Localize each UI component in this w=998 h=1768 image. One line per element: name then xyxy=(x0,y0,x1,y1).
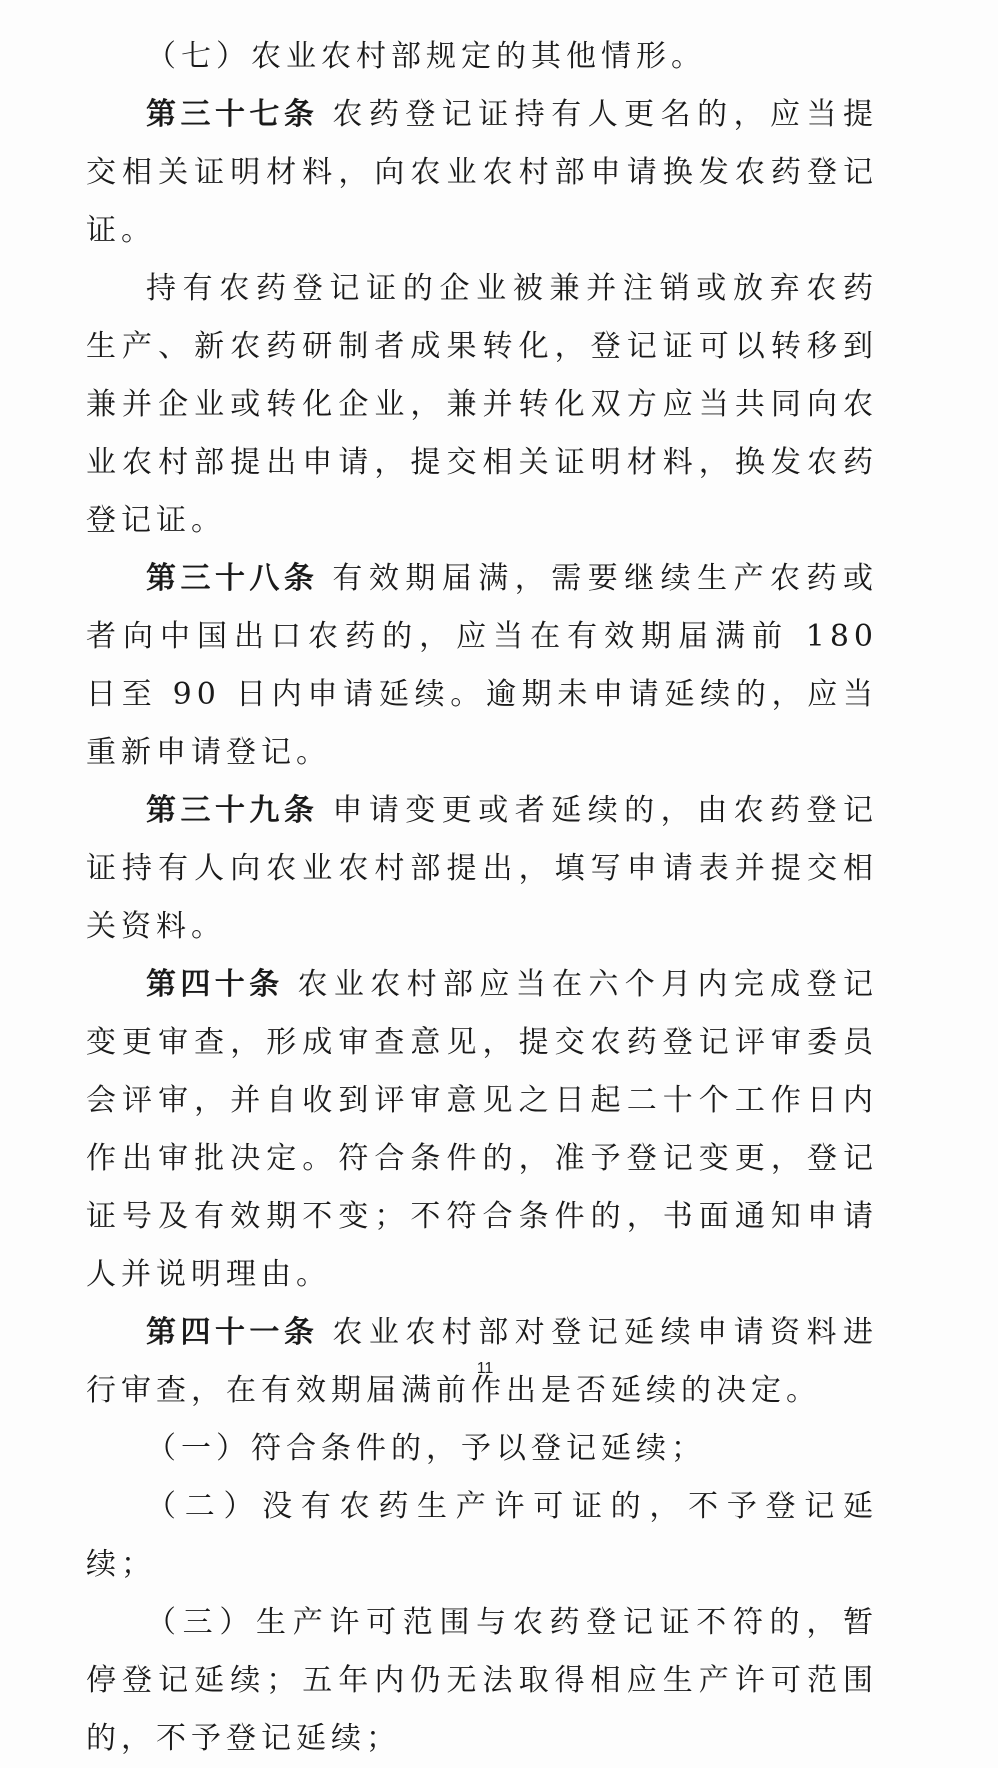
article-paragraph xyxy=(86,782,878,956)
article-heading: 第三十九条 xyxy=(146,793,319,828)
paragraph-text: 农业农村部对登记延续申请资料进行审查，在有效期届满前作出是否延续的决定。 xyxy=(86,1315,879,1408)
article-heading: 第三十七条 xyxy=(146,97,319,132)
list-item xyxy=(86,1478,878,1594)
paragraph xyxy=(86,260,878,550)
paragraph-text: 申请变更或者延续的，由农药登记证持有人向农业农村部提出，填写申请表并提交相关资料。 xyxy=(86,793,879,944)
list-item xyxy=(86,1420,878,1478)
paragraph-text: （二）没有农药生产许可证的，不予登记延续； xyxy=(86,1489,878,1582)
paragraph-text: 农药登记证持有人更名的，应当提交相关证明材料，向农业农村部申请换发农药登记证。 xyxy=(86,97,879,248)
article-paragraph xyxy=(86,86,878,260)
paragraph-text: 持有农药登记证的企业被兼并注销或放弃农药生产、新农药研制者成果转化，登记证可以转移到兼并企业或转化企业，兼并转化双方应当共同向农业农村部提出申请，提交相关证明材料，换发农药登记证。 xyxy=(86,271,878,538)
paragraph xyxy=(86,28,878,86)
paragraph-text: 有效期届满，需要继续生产农药或者向中国出口农药的，应当在有效期届满前 180 日至 90 日内申请延续。逾期未申请延续的，应当重新申请登记。 xyxy=(86,561,879,770)
page-number: 11 xyxy=(476,1360,494,1377)
paragraph-text: （三）生产许可范围与农药登记证不符的，暂停登记延续；五年内仍无法取得相应生产许可范围的，不予登记延续； xyxy=(86,1605,878,1756)
document-body xyxy=(86,28,878,1768)
article-heading: 第三十八条 xyxy=(146,561,319,596)
paragraph-text: 农业农村部应当在六个月内完成登记变更审查，形成审查意见，提交农药登记评审委员会评审，并自收到评审意见之日起二十个工作日内作出审批决定。符合条件的，准予登记变更，登记证号及有效期不变；不符合条件的，书面通知申请人并说明理由。 xyxy=(86,967,879,1292)
article-heading: 第四十条 xyxy=(146,967,284,1002)
paragraph-text: （一）符合条件的，予以登记延续； xyxy=(146,1431,706,1466)
article-heading: 第四十一条 xyxy=(146,1315,319,1350)
paragraph-text: （七）农业农村部规定的其他情形。 xyxy=(146,39,706,74)
list-item xyxy=(86,1594,878,1768)
article-paragraph xyxy=(86,550,878,782)
article-paragraph xyxy=(86,956,878,1304)
